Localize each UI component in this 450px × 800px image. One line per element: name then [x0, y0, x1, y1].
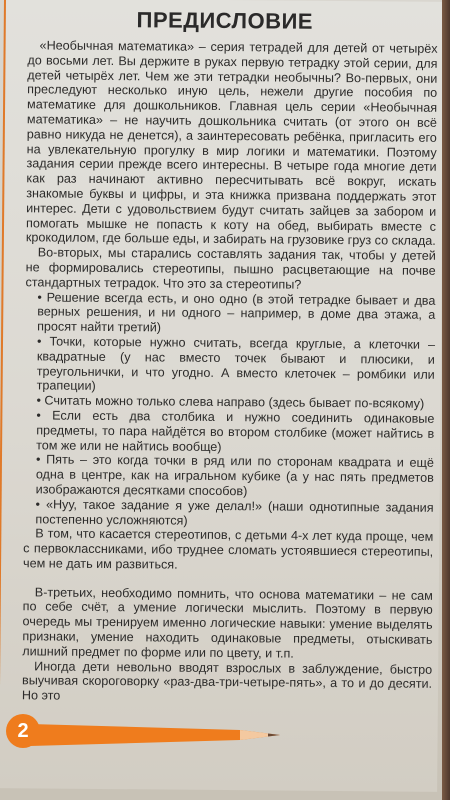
bullet-item: • Точки, которые нужно считать, всегда круглые, а клеточки – квадратные (у нас вместо точек бывают и плюсики, и треугольнички, и что угодно. А вместо клеточек – ромбики или трапеции)	[36, 334, 436, 394]
page-title: ПРЕДИСЛОВИЕ	[136, 7, 314, 34]
bullet-item: • Пять – это когда точки в ряд или по сторонам квадрата и ещё одна в центре, как на игральном кубике (а у нас пять предметов изображаются десятками способов)	[35, 452, 435, 499]
paragraph-last: Иногда дети невольно вводят взрослых в заблуждение, быстро выучивая скороговорку «раз-два-три-четыре-пять», а то и до десяти. Но это	[21, 659, 433, 703]
paragraph-intro: «Необычная математика» – серия тетрадей для детей от четырёх до восьми лет. Вы держите в руках первую тетрадку этой серии, для детей четырёх лет. Чем же эти тетрадки необычны? Во-первых, они преследуют несколько иную цель, нежели другие пособия по математике для дошкольников. Главная цель серии «Необычная математика» – не научить дошкольника считать (от этого он всё равно никуда не денется), а заинтересовать ребёнка, пригласить его на увлекательную прогулку в мир логики и математики. Поэтому задания серии прежде всего интересны. В четыре года многие дети как раз начинают активно пересчитывать всё вокруг, искать знакомые буквы и цифры, и эта книжка призвана поддержать этот интерес. Дети с удовольствием будут считать зайцев за забором и помогать мышке не попасть к коту на обед, выбирать вместе с крокодилом, где больше еды, и забирать на грузовике груз со склада.	[25, 38, 438, 249]
pencil-icon	[30, 714, 280, 754]
bullet-item: • Если есть два столбика и нужно соединить одинаковые предметы, то пара найдётся во втором столбике (может найтись в том же или не найтись вообще)	[36, 408, 435, 454]
page-body	[22, 38, 438, 707]
paragraph-third: В-третьих, необходимо помнить, что основа математики – не сам по себе счёт, а умение логически мыслить. Поэтому в первую очередь мы тренируем именно логические навыки: умение выделять признаки, умение находить одинаковые предметы, отыскивать лишний предмет по форме или по цвету, и т.п.	[22, 585, 433, 661]
table-edge	[442, 0, 450, 800]
bullet-item: • «Нуу, такое задание я уже делал!» (наши однотипные задания постепенно усложняются)	[35, 497, 434, 528]
page-footer	[0, 702, 450, 800]
paragraph-second: Во-вторых, мы старались составлять задания так, чтобы у детей не формировались стереотипы, пышно расцветающие на почве стандартных тетрадок. Что это за стереотипы?	[25, 245, 436, 292]
paragraph-stereotypes: В том, что касается стереотипов, с детьми 4-х лет куда проще, чем с первоклассниками, ибо труднее сломать устоявшиеся стереотипы, чем не дать им развиться.	[23, 526, 434, 572]
page-number-badge: 2	[6, 714, 40, 748]
bullet-item: • Считать можно только слева направо (здесь бывает по-всякому)	[36, 393, 425, 411]
bullet-item: • Решение всегда есть, и оно одно (в этой тетрадке бывает и два верных решения, и ни одного – например, в доме два этажа, а просят найти третий)	[37, 289, 436, 335]
